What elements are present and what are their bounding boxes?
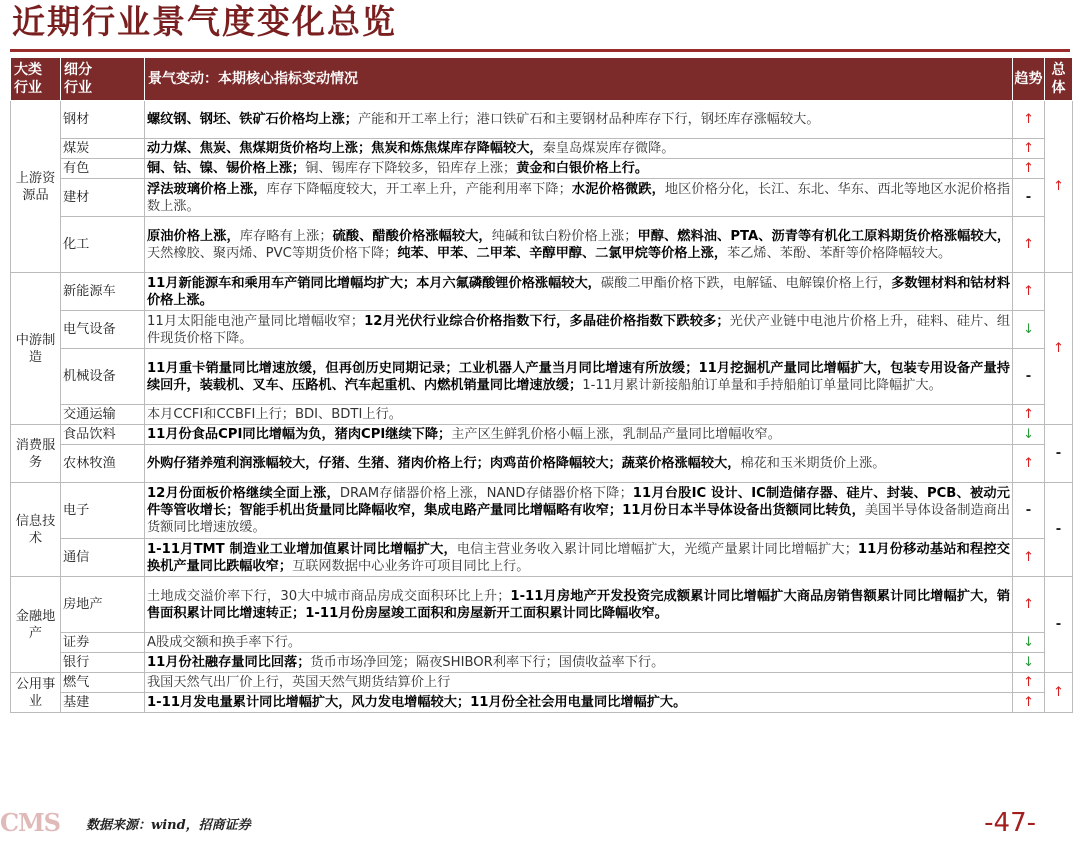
table-row (11, 483, 1073, 539)
total-up-icon: ↑ (1045, 101, 1073, 273)
description-cell (145, 693, 1013, 713)
subcategory-cell: 房地产 (61, 577, 145, 633)
table-row (11, 349, 1073, 405)
description-text: 电信主营业务收入累计同比增幅扩大，光缆产量累计同比增幅扩大； (456, 541, 858, 557)
trend-flat-icon: - (1013, 179, 1045, 217)
table-row (11, 633, 1073, 653)
category-cell: 信息技术 (11, 483, 61, 577)
subcategory-cell: 基建 (61, 693, 145, 713)
table-row (11, 577, 1073, 633)
description-cell (145, 101, 1013, 139)
trend-down-icon: ↓ (1013, 653, 1045, 673)
table-row (11, 217, 1073, 273)
total-up-icon: ↑ (1045, 673, 1073, 713)
title-rule (10, 49, 1070, 52)
description-bold-text: 12月光伏行业综合价格指数下行，多晶硅价格指数下跌较多； (364, 313, 730, 329)
description-text: 碳酸二甲酯价格下跌，电解锰、电解镍价格上行， (600, 275, 892, 291)
subcategory-cell: 燃气 (61, 673, 145, 693)
description-bold-text: 11月重卡销量同比增速放缓，但再创历史同期记录；工业机器人产量当月同比增速有所放缓；11月挖掘机产量同比增幅扩大，包装专用设备产量持续回升，装载机、叉车、压路机、汽车起重机、内燃机销量同比增速放缓； (147, 360, 1010, 393)
table-row (11, 179, 1073, 217)
description-cell (145, 311, 1013, 349)
description-bold-text: 纯苯、甲苯、二甲苯、辛醇甲醇、二氯甲烷等价格上涨， (397, 245, 728, 261)
description-bold-text: 12月份面板价格继续全面上涨， (147, 486, 340, 501)
header-subcategory: 细分 行业 (61, 58, 145, 101)
subcategory-cell: 化工 (61, 217, 145, 273)
description-text: 互联网数据中心业务许可项目同比上行。 (292, 558, 530, 574)
total-flat-icon: - (1045, 483, 1073, 577)
description-bold-text: 多数锂材料和钴材料价格上涨。 (147, 275, 1011, 308)
category-cell: 公用事业 (11, 673, 61, 713)
subcategory-cell: 新能源车 (61, 273, 145, 311)
description-bold-text: 11月台股IC 设计、IC制造储存器、硅片、封装、PCB、被动元件等管收增长；智能手机出货量同比降幅收窄，集成电路产量同比增幅略有收窄；11月份日本半导体设备出货额同比转负， (147, 486, 1010, 518)
description-cell (145, 179, 1013, 217)
table-row (11, 273, 1073, 311)
category-cell: 上游资源品 (11, 101, 61, 273)
description-cell (145, 653, 1013, 673)
subcategory-cell: 银行 (61, 653, 145, 673)
table-row (11, 653, 1073, 673)
category-cell: 中游制造 (11, 273, 61, 425)
description-bold-text: 甲醇、燃料油、PTA、沥青等有机化工原料期货价格涨幅较大， (637, 228, 1011, 244)
table-header-row (11, 58, 1073, 101)
description-bold-text: 黄金和白银价格上行。 (516, 161, 649, 176)
trend-up-icon: ↑ (1013, 159, 1045, 179)
description-cell (145, 539, 1013, 577)
description-text: 库存略有上涨； (239, 228, 333, 244)
description-text: 光伏产业链中电池片价格上升，硅料、硅片、组件现货价格下降。 (147, 313, 1011, 346)
table-row (11, 311, 1073, 349)
trend-up-icon: ↑ (1013, 445, 1045, 483)
description-text: 天然橡胶、聚丙烯、PVC等期货价格下降； (147, 245, 398, 261)
description-text: 11月太阳能电池产量同比增幅收窄； (147, 313, 365, 329)
cms-logo: CMS (0, 808, 60, 837)
subcategory-cell: 煤炭 (61, 139, 145, 159)
description-cell (145, 633, 1013, 653)
description-bold-text: 11月份社融存量同比回落； (147, 655, 311, 670)
description-text: DRAM存储器价格上涨，NAND存储器价格下降； (339, 486, 633, 501)
trend-up-icon: ↑ (1013, 539, 1045, 577)
description-text: 纯碱和钛白粉价格上涨； (491, 228, 638, 244)
trend-up-icon: ↑ (1013, 673, 1045, 693)
description-text: 主产区生鲜乳价格小幅上涨，乳制品产量同比增幅收窄。 (451, 427, 781, 442)
description-bold-text: 11月份移动基站和程控交换机产量同比跌幅收窄； (147, 541, 1010, 574)
trend-down-icon: ↓ (1013, 311, 1045, 349)
subcategory-cell: 证券 (61, 633, 145, 653)
description-text: 货币市场净回笼；隔夜SHIBOR利率下行；国债收益率下行。 (310, 655, 665, 670)
description-cell (145, 159, 1013, 179)
subcategory-cell: 电气设备 (61, 311, 145, 349)
description-text: 本月CCFI和CCBFI上行；BDI、BDTI上行。 (147, 407, 402, 422)
total-flat-icon: - (1045, 577, 1073, 673)
data-source: 数据来源：wind，招商证券 (86, 818, 251, 833)
subcategory-cell: 交通运输 (61, 405, 145, 425)
description-bold-text: 1-11月TMT 制造业工业增加值累计同比增幅扩大， (147, 541, 457, 557)
category-cell: 消费服务 (11, 425, 61, 483)
description-cell (145, 425, 1013, 445)
trend-down-icon: ↓ (1013, 633, 1045, 653)
trend-up-icon: ↑ (1013, 577, 1045, 633)
description-cell (145, 673, 1013, 693)
subcategory-cell: 有色 (61, 159, 145, 179)
trend-up-icon: ↑ (1013, 217, 1045, 273)
description-text: 我国天然气出厂价上行，英国天然气期货结算价上行 (147, 675, 451, 690)
description-text: 土地成交溢价率下行，30大中城市商品房成交面积环比上升； (147, 588, 511, 604)
description-bold-text: 硫酸、醋酸价格涨幅较大， (332, 228, 492, 244)
header-category: 大类 行业 (11, 58, 61, 101)
description-bold-text: 外购仔猪养殖利润涨幅较大，仔猪、生猪、猪肉价格上行；肉鸡苗价格降幅较大；蔬菜价格涨幅较大， (147, 456, 741, 471)
description-cell (145, 349, 1013, 405)
description-text: 库存下降幅度较大，开工率上升，产能利用率下降； (266, 181, 572, 197)
description-bold-text: 动力煤、焦炭、焦煤期货价格均上涨；焦炭和炼焦煤库存降幅较大， (147, 141, 543, 156)
category-cell: 金融地产 (11, 577, 61, 673)
description-text: 秦皇岛煤炭库存微降。 (542, 141, 675, 156)
industry-table (10, 57, 1073, 713)
description-bold-text: 原油价格上涨， (147, 228, 240, 244)
header-description: 景气变动：本期核心指标变动情况 (145, 58, 1013, 101)
table-row (11, 673, 1073, 693)
description-text: 美国半导体设备制造商出货额同比增速放缓。 (147, 503, 1010, 535)
trend-up-icon: ↑ (1013, 101, 1045, 139)
trend-down-icon: ↓ (1013, 425, 1045, 445)
page-number: -47- (984, 808, 1036, 838)
trend-flat-icon: - (1013, 349, 1045, 405)
description-cell (145, 445, 1013, 483)
table-row (11, 425, 1073, 445)
subcategory-cell: 农林牧渔 (61, 445, 145, 483)
description-text: 地区价格分化，长江、东北、华东、西北等地区水泥价格指数上涨。 (147, 181, 1011, 214)
trend-up-icon: ↑ (1013, 273, 1045, 311)
page-title: 近期行业景气度变化总览 (12, 2, 397, 41)
table-row (11, 693, 1073, 713)
table-row (11, 139, 1073, 159)
subcategory-cell: 建材 (61, 179, 145, 217)
description-text: 铜、锡库存下降较多，铅库存上涨； (305, 161, 517, 176)
total-flat-icon: - (1045, 425, 1073, 483)
trend-up-icon: ↑ (1013, 693, 1045, 713)
table-row (11, 539, 1073, 577)
table-row (11, 159, 1073, 179)
description-text: A股成交额和换手率下行。 (147, 635, 302, 650)
description-bold-text: 1-11月房地产开发投资完成额累计同比增幅扩大商品房销售额累计同比增幅扩大，销售面积累计同比增速转正；1-11月份房屋竣工面积和房屋新开工面积累计同比降幅收窄。 (147, 588, 1011, 621)
subcategory-cell: 机械设备 (61, 349, 145, 405)
subcategory-cell: 钢材 (61, 101, 145, 139)
description-bold-text: 水泥价格微跌， (571, 181, 665, 197)
table-body (11, 101, 1073, 713)
description-bold-text: 11月新能源车和乘用车产销同比增幅均扩大；本月六氟磷酸锂价格涨幅较大， (147, 275, 601, 291)
subcategory-cell: 电子 (61, 483, 145, 539)
subcategory-cell: 食品饮料 (61, 425, 145, 445)
description-text: 产能和开工率上行；港口铁矿石和主要钢材品种库存下行，钢坯库存涨幅较大。 (358, 112, 820, 127)
description-text: 1-11月累计新接船舶订单量和手持船舶订单量同比降幅扩大。 (582, 377, 942, 393)
description-bold-text: 1-11月发电量累计同比增幅扩大，风力发电增幅较大；11月份全社会用电量同比增幅扩大。 (147, 695, 687, 710)
description-cell (145, 273, 1013, 311)
header-trend: 趋势 (1013, 58, 1045, 101)
subcategory-cell: 通信 (61, 539, 145, 577)
table-row (11, 405, 1073, 425)
description-bold-text: 铜、钴、镍、锡价格上涨； (147, 161, 306, 176)
description-bold-text: 螺纹钢、钢坯、铁矿石价格均上涨； (147, 112, 358, 127)
header-total: 总 体 (1045, 58, 1073, 101)
table-row (11, 101, 1073, 139)
description-bold-text: 11月份食品CPI同比增幅为负，猪肉CPI继续下降； (147, 427, 452, 442)
description-cell (145, 577, 1013, 633)
trend-flat-icon: - (1013, 483, 1045, 539)
total-up-icon: ↑ (1045, 273, 1073, 425)
table-row (11, 445, 1073, 483)
description-cell (145, 217, 1013, 273)
description-text: 棉花和玉米期货价上涨。 (740, 456, 886, 471)
description-bold-text: 浮法玻璃价格上涨， (147, 181, 267, 197)
description-text: 苯乙烯、苯酚、苯酐等价格降幅较大。 (727, 245, 952, 261)
trend-up-icon: ↑ (1013, 139, 1045, 159)
description-cell (145, 483, 1013, 539)
trend-up-icon: ↑ (1013, 405, 1045, 425)
description-cell (145, 139, 1013, 159)
description-cell (145, 405, 1013, 425)
